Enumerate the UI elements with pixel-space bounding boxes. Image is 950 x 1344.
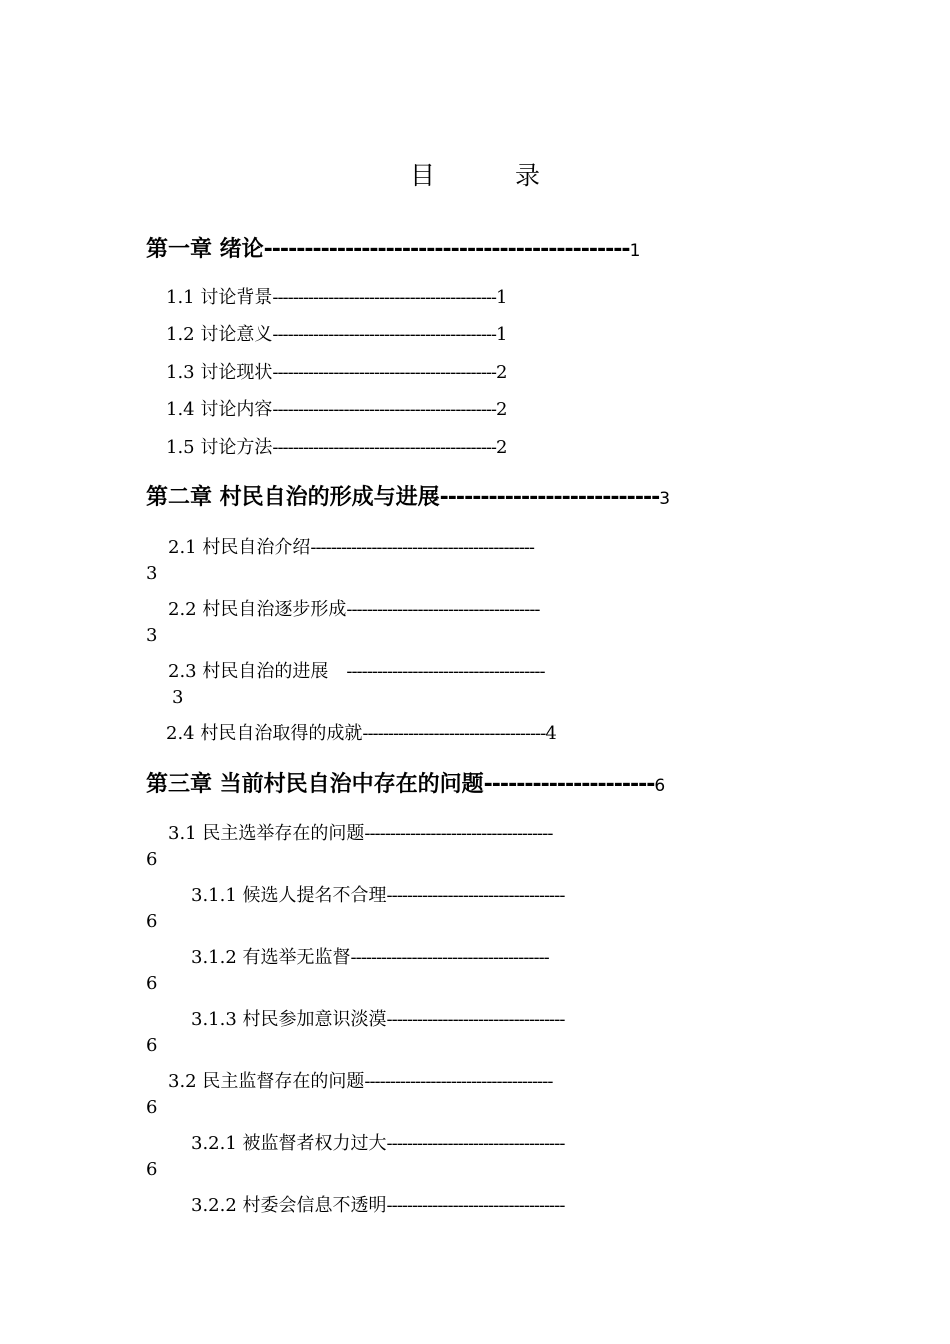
toc-section-2-1[interactable]: [146, 535, 806, 587]
toc-section-3-1-3[interactable]: [146, 1007, 806, 1059]
page-number: 6: [146, 973, 158, 994]
page-number: 1: [495, 287, 508, 308]
leader-dashes: -----------------------------------: [386, 885, 565, 906]
section-label: 3.2.1 被监督者权力过大: [191, 1133, 387, 1154]
page-number: 6: [146, 911, 158, 932]
toc-section-1-5[interactable]: [166, 435, 806, 461]
section-label: 3.2.2 村委会信息不透明: [191, 1195, 387, 1216]
section-label: 3.1 民主选举存在的问题: [168, 823, 365, 844]
page-number: 6: [146, 1159, 158, 1180]
leader-dashes: -------------------------------------: [364, 823, 553, 844]
page-number: 2: [495, 399, 508, 420]
section-label: 3.1.1 候选人提名不合理: [191, 885, 387, 906]
leader-dashes: --------------------------------------------: [310, 537, 534, 558]
toc-section-2-2[interactable]: [146, 597, 806, 649]
leader-dashes: -----------------------------------: [386, 1195, 565, 1216]
toc-chapter-2[interactable]: [146, 482, 806, 514]
leader-dashes: ---------------------------------------: [346, 661, 545, 682]
section-label: 3.1.2 有选举无监督: [191, 947, 351, 968]
page-number: 4: [545, 723, 557, 744]
section-label: 3.2 民主监督存在的问题: [168, 1071, 365, 1092]
leader-dashes: --------------------------------------------: [272, 324, 496, 345]
toc-chapter-3[interactable]: [146, 769, 806, 801]
leader-dashes: ---------------------------------------------: [263, 237, 630, 262]
section-label: 1.2 讨论意义: [166, 324, 273, 345]
toc-section-3-1-2[interactable]: [146, 945, 806, 997]
toc-section-3-2-2[interactable]: [146, 1193, 806, 1219]
leader-dashes: --------------------------------------------: [272, 399, 496, 420]
toc-section-3-2[interactable]: [146, 1069, 806, 1121]
leader-dashes: ------------------------------------: [362, 723, 546, 744]
section-label: 2.4 村民自治取得的成就: [166, 723, 363, 744]
leader-dashes: --------------------------------------: [346, 599, 540, 620]
chapter-label: 第一章 绪论: [146, 237, 264, 262]
leader-dashes: --------------------------------------------: [272, 287, 496, 308]
page-number: 3: [146, 563, 158, 584]
toc-section-3-1[interactable]: [146, 821, 806, 873]
section-label: 1.4 讨论内容: [166, 399, 273, 420]
page-number: 2: [495, 362, 508, 383]
toc-section-3-1-1[interactable]: [146, 883, 806, 935]
page-number: 1: [495, 324, 508, 345]
leader-dashes: ---------------------: [483, 772, 655, 797]
toc-section-3-2-1[interactable]: [146, 1131, 806, 1183]
leader-dashes: --------------------------------------------: [272, 362, 496, 383]
page-number: 2: [495, 437, 508, 458]
toc-section-1-4[interactable]: [166, 397, 806, 423]
toc-title: 目 录: [410, 161, 576, 190]
section-label: 2.2 村民自治逐步形成: [168, 599, 347, 620]
chapter-label: 第三章 当前村民自治中存在的问题: [146, 772, 484, 797]
section-label: 1.5 讨论方法: [166, 437, 273, 458]
page-number: 6: [146, 849, 158, 870]
page-number: 1: [629, 241, 641, 261]
page-number: 3: [146, 625, 158, 646]
leader-dashes: --------------------------------------------: [272, 437, 496, 458]
leader-dashes: ---------------------------------------: [350, 947, 549, 968]
page-number: 3: [659, 489, 671, 509]
page-number: 6: [146, 1035, 158, 1056]
leader-dashes: -----------------------------------: [386, 1133, 565, 1154]
toc-chapter-1[interactable]: [146, 234, 806, 266]
page-number: 3: [172, 687, 184, 708]
section-label: 1.1 讨论背景: [166, 287, 273, 308]
page-number: 6: [146, 1097, 158, 1118]
leader-dashes: -----------------------------------: [386, 1009, 565, 1030]
toc-section-1-1[interactable]: [166, 285, 806, 311]
toc-section-1-2[interactable]: [166, 322, 806, 348]
section-label: 2.1 村民自治介绍: [168, 537, 311, 558]
section-label: 1.3 讨论现状: [166, 362, 273, 383]
leader-dashes: ---------------------------: [439, 485, 660, 510]
section-label: 3.1.3 村民参加意识淡漠: [191, 1009, 387, 1030]
toc-section-2-4[interactable]: [166, 721, 806, 747]
section-label: 2.3 村民自治的进展: [168, 661, 329, 682]
leader-dashes: -------------------------------------: [364, 1071, 553, 1092]
toc-section-2-3[interactable]: [146, 659, 806, 711]
toc-section-1-3[interactable]: [166, 360, 806, 386]
chapter-label: 第二章 村民自治的形成与进展: [146, 485, 440, 510]
page-number: 6: [654, 776, 666, 796]
